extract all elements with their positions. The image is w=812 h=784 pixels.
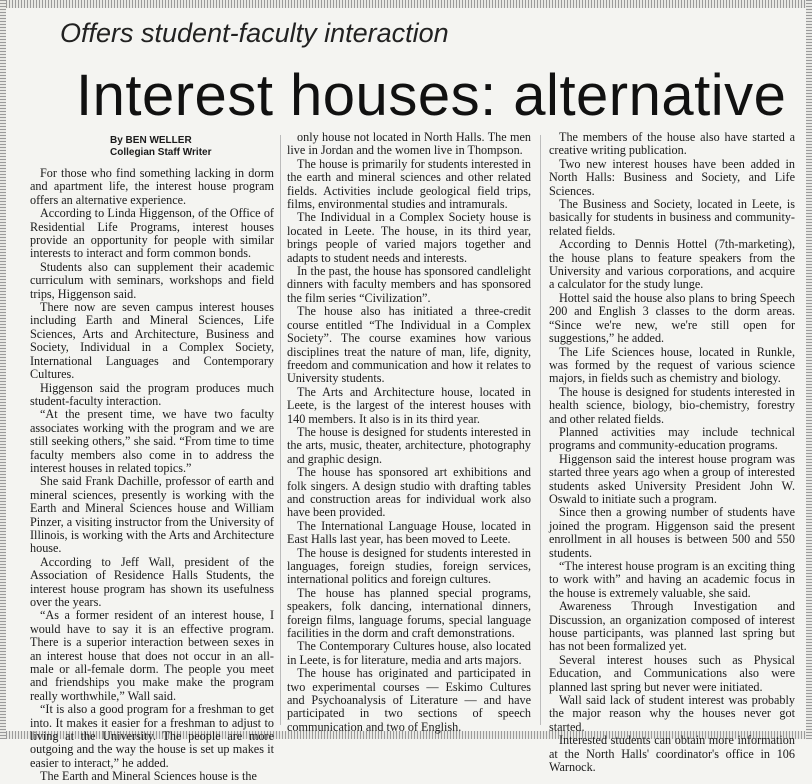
paragraph: The house has originated and participated in two experimental courses — Eskimo Cultures and Psychoanalysis of Literature — and have participated in two sections of speech communication and two of English. xyxy=(287,666,531,734)
paragraph: The Life Sciences house, located in Runkle, was formed by the request of various science majors, in fields such as chemistry and biology. xyxy=(549,344,795,386)
paragraph: There now are seven campus interest houses including Earth and Mineral Sciences, Life Sciences, Arts and Architecture, Business and Society, Individual in a Complex Society, International Languages and Contemporary Cultures. xyxy=(30,300,274,382)
paragraph: She said Frank Dachille, professor of earth and mineral sciences, presently is working with the Earth and Mineral Sciences house and William Pinzer, a visiting instructor from the University of Illinois, is working with the Arts and Architecture house. xyxy=(30,474,274,556)
paragraph: The house has planned special programs, speakers, folk dancing, international dinners, foreign films, language forums, special language facilities in the dorm and craft demonstrations. xyxy=(287,585,531,641)
paragraph: The Business and Society, located in Leete, is basically for students in business and community-related fields. xyxy=(549,197,795,238)
paragraph: Since then a growing number of students have joined the program. Higgenson said the present enrollment in all houses is between 500 and 550 students. xyxy=(549,505,795,560)
paragraph: According to Linda Higgenson, of the Office of Residential Life Programs, interest houses provide an opportunity for people with similar interests to interact and form common bonds. xyxy=(30,206,274,261)
paragraph: “As a former resident of an interest house, I would have to say it is an effective program. There is a superior interaction between sexes in an interest house that does not occur in an all-male or all-female dorm. The people you meet and friendships you make make the program really worthwhile,” Wall said. xyxy=(30,608,274,703)
paragraph: According to Dennis Hottel (7th-marketing), the house plans to feature speakers from the University and various corporations, and acquire a calculator for the study lunge. xyxy=(549,237,795,292)
right-border xyxy=(806,0,812,739)
paragraph: The Arts and Architecture house, located in Leete, is the largest of the interest houses with 140 members. It also is in its third year. xyxy=(287,384,531,426)
paragraph: Interested students can obtain more information at the North Halls' coordinator's office in 106 Warnock. xyxy=(549,733,795,775)
paragraph: Wall said lack of student interest was probably the major reason why the houses never got started. xyxy=(549,693,795,734)
column-divider xyxy=(280,135,281,725)
column-2-text xyxy=(287,131,531,734)
paragraph: The house has sponsored art exhibitions and folk singers. A design studio with drafting tables and construction areas for individual work also have been provided. xyxy=(287,465,531,520)
byline: By BEN WELLER xyxy=(110,135,192,146)
left-border xyxy=(0,0,6,739)
article-kicker: Offers student-faculty interaction xyxy=(60,18,449,48)
paragraph: The house is designed for students interested in health science, biology, bio-chemistry, forestry and other related fields. xyxy=(549,384,795,426)
paragraph: “It is also a good program for a freshman to get into. It makes it easier for a freshman to adjust to living at the University. The people are more outgoing and the way the house is set up makes it easier to interact,” he added. xyxy=(30,702,274,770)
paragraph: For those who find something lacking in dorm and apartment life, the interest house program offers an alternative experience. xyxy=(30,166,274,207)
paragraph: According to Jeff Wall, president of the Association of Residence Halls Students, the interest house program has shown its usefulness over the years. xyxy=(30,554,274,609)
paragraph: Higgenson said the program produces much student-faculty interaction. xyxy=(30,380,274,408)
byline-role: Collegian Staff Writer xyxy=(110,147,212,158)
paragraph: The Contemporary Cultures house, also located in Leete, is for literature, media and arts majors. xyxy=(287,639,531,667)
paragraph: The Earth and Mineral Sciences house is the xyxy=(40,769,257,784)
paragraph: The house is designed for students interested in languages, foreign studies, foreign services, international politics and foreign cultures. xyxy=(287,545,531,587)
paragraph: only house not located in North Halls. The men live in Jordan and the women live in Thompson. xyxy=(287,130,531,158)
article-headline: Interest houses: alternative xyxy=(76,63,787,128)
paragraph: The house also has initiated a three-credit course entitled “The Individual in a Complex Society”. The course examines how various disciplines treat the nature of man, life, dignity, freedom and communication and how it relates to University students. xyxy=(287,304,531,386)
column-1 xyxy=(30,135,274,784)
paragraph: “The interest house program is an exciting thing to work with” and having an academic focus in the house is extremely valuable, she said. xyxy=(549,559,795,600)
column-3 xyxy=(549,130,795,775)
paragraph: The house is primarily for students interested in the earth and mineral sciences and other related fields. Activities include geological field trips, films, environmental studies and intramurals. xyxy=(287,156,531,212)
paragraph: Planned activities may include technical programs and community-education programs. xyxy=(549,424,795,453)
paragraph: Students also can supplement their academic curriculum with seminars, workshops and field trips, Higgenson said. xyxy=(30,259,274,301)
paragraph: Several interest houses such as Physical Education, and Communications also were planned last spring but never were initiated. xyxy=(549,652,795,694)
paragraph: “At the present time, we have two faculty associates working with the program and we are still seeking others,” she said. “From time to time faculty members also come in to address the interest houses in related topics.” xyxy=(30,407,274,475)
column-3-text xyxy=(549,131,795,775)
column-1-text xyxy=(30,167,274,784)
paragraph: Awareness Through Investigation and Discussion, an organization composed of interest house participants, was planned last spring but has not been formalized yet. xyxy=(549,599,795,654)
paragraph: The Individual in a Complex Society house is located in Leete. The house, in its third year, brings people of varied majors together and adapts to student needs and interests. xyxy=(287,210,531,265)
top-border xyxy=(0,0,812,8)
paragraph: In the past, the house has sponsored candlelight dinners with faculty members and has sponsored the film series “Civilization”. xyxy=(287,264,531,305)
paragraph: The International Language House, located in East Halls last year, has been moved to Leete. xyxy=(287,518,531,547)
column-divider xyxy=(540,135,541,725)
paragraph: The house is designed for students interested in the arts, music, theater, architecture, photography and graphic design. xyxy=(287,424,531,466)
column-2 xyxy=(287,130,531,734)
paragraph: Hottel said the house also plans to bring Speech 200 and English 3 classes to the dorm areas. “Since we're new, we're still open for suggestions,” he added. xyxy=(549,290,795,346)
paragraph: Two new interest houses have been added in North Halls: Business and Society, and Life Sciences. xyxy=(549,156,795,198)
paragraph: Higgenson said the interest house program was started three years ago when a group of interested students asked University President John W. Oswald to initiate such a program. xyxy=(549,451,795,506)
paragraph: The members of the house also have started a creative writing publication. xyxy=(549,130,795,158)
